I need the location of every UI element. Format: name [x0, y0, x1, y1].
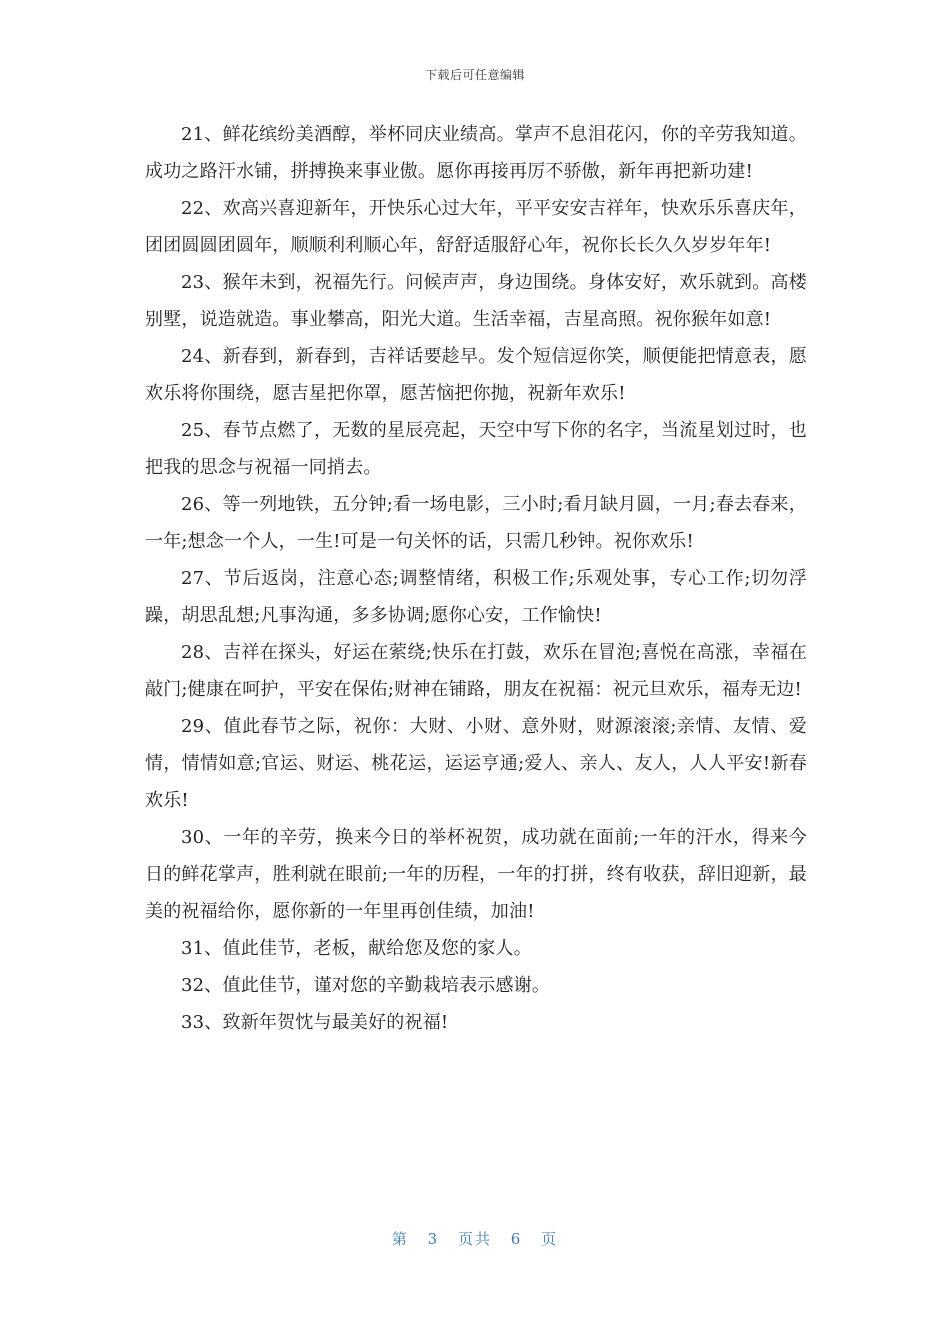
page-header: 下载后可任意编辑 — [424, 68, 525, 82]
paragraph-22: 22、欢高兴喜迎新年，开快乐心过大年，平平安安吉祥年，快欢乐乐喜庆年，团团圆圆团圆年，顺顺利利顺心年，舒舒适服舒心年，祝你长长久久岁岁年年! — [145, 198, 807, 256]
paragraph-28: 28、吉祥在探头，好运在萦绕;快乐在打鼓，欢乐在冒泡;喜悦在高涨，幸福在敲门;健康在呵护，平安在保佑;财神在铺路，朋友在祝福：祝元旦欢乐，福寿无边! — [145, 642, 807, 700]
document-body — [145, 116, 807, 1041]
footer-middle: 页共 — [457, 1230, 492, 1248]
paragraph-31: 31、值此佳节，老板，献给您及您的家人。 — [181, 938, 532, 959]
paragraph-30: 30、一年的辛劳，换来今日的举杯祝贺，成功就在面前;一年的汗水，得来今日的鲜花掌声，胜利就在眼前;一年的历程，一年的打拼，终有收获，辞旧迎新，最美的祝福给你，愿你新的一年里再创佳绩，加油! — [145, 827, 807, 922]
paragraph-21: 21、鲜花缤纷美酒醇，举杯同庆业绩高。掌声不息泪花闪，你的辛劳我知道。成功之路汗水铺，拼搏换来事业傲。愿你再接再厉不骄傲，新年再把新功建! — [145, 124, 807, 182]
footer-suffix: 页 — [541, 1230, 559, 1248]
paragraph-26: 26、等一列地铁，五分钟;看一场电影，三小时;看月缺月圆，一月;春去春来，一年;想念一个人，一生!可是一句关怀的话，只需几秒钟。祝你欢乐! — [145, 494, 807, 552]
paragraph-33: 33、致新年贺忱与最美好的祝福! — [181, 1012, 449, 1033]
paragraph-27: 27、节后返岗，注意心态;调整情绪，积极工作;乐观处事，专心工作;切勿浮躁，胡思乱想;凡事沟通，多多协调;愿你心安，工作愉快! — [145, 568, 807, 626]
paragraph-23: 23、猴年未到，祝福先行。问候声声，身边围绕。身体安好，欢乐就到。高楼别墅，说造就造。事业攀高，阳光大道。生活幸福，吉星高照。祝你猴年如意! — [145, 272, 807, 330]
paragraph-25: 25、春节点燃了，无数的星辰亮起，天空中写下你的名字，当流星划过时，也把我的思念与祝福一同捎去。 — [145, 420, 807, 478]
paragraph-24: 24、新春到，新春到，吉祥话要趁早。发个短信逗你笑，顺便能把情意表，愿欢乐将你围绕，愿吉星把你罩，愿苦恼把你抛，祝新年欢乐! — [145, 346, 807, 404]
footer-current-page: 3 — [427, 1230, 440, 1248]
paragraph-29: 29、值此春节之际，祝你：大财、小财、意外财，财源滚滚;亲情、友情、爱情，情情如意;官运、财运、桃花运，运运亨通;爱人、亲人、友人，人人平安!新春欢乐! — [145, 716, 807, 811]
paragraph-32: 32、值此佳节，谨对您的辛勤栽培表示感谢。 — [181, 975, 551, 996]
page-number-footer — [0, 1228, 950, 1249]
footer-prefix: 第 — [391, 1230, 409, 1248]
footer-total-pages: 6 — [510, 1230, 523, 1248]
